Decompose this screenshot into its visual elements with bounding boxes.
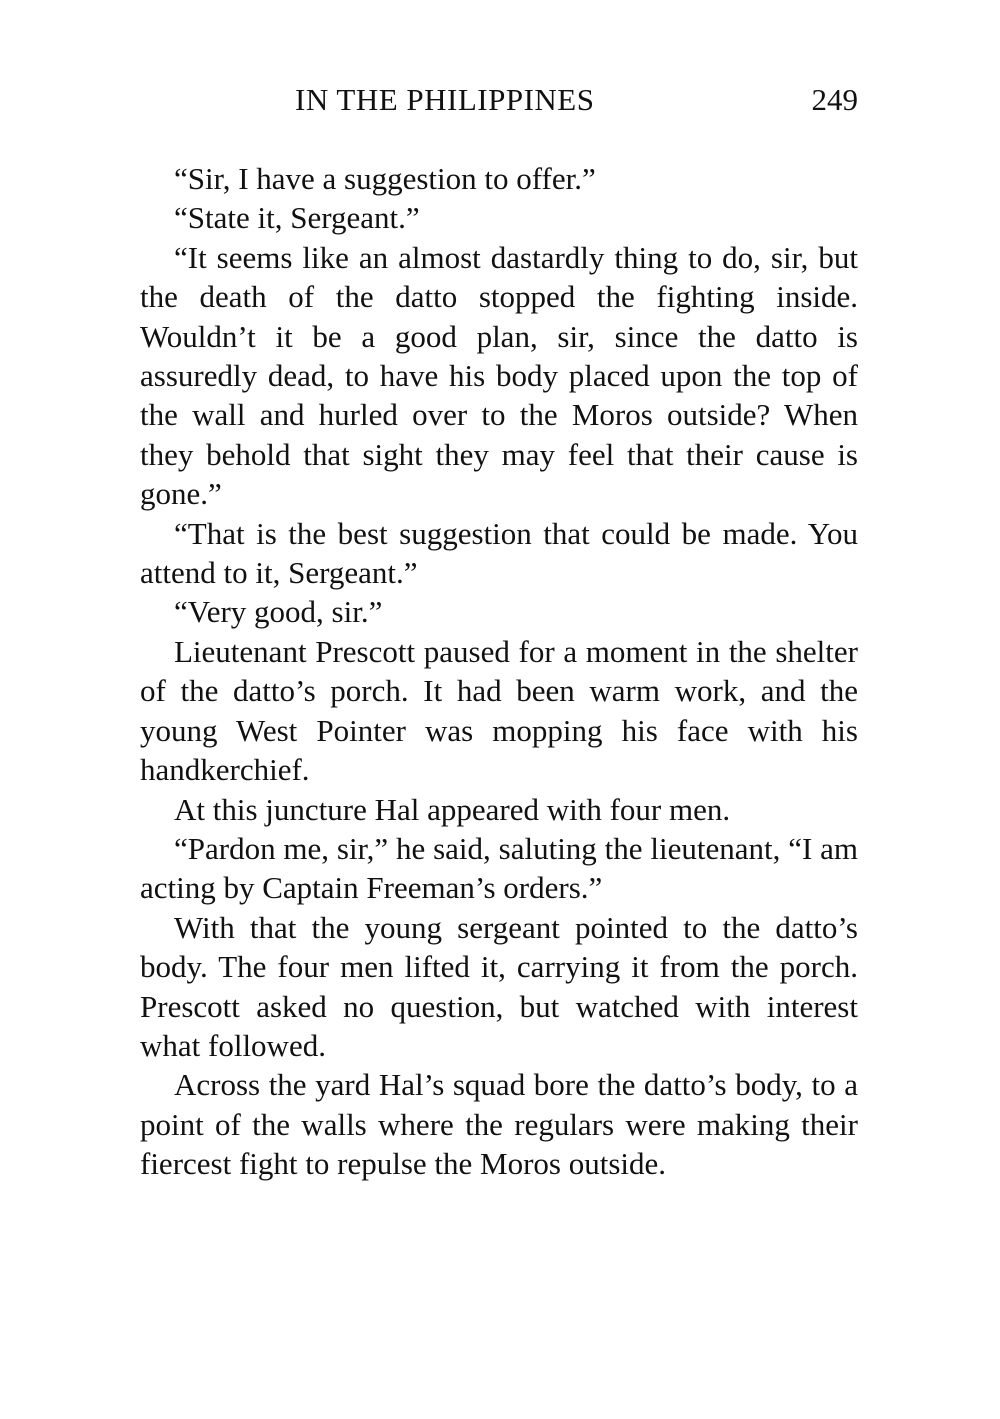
paragraph: “Very good, sir.” <box>174 594 383 630</box>
paragraph: With that the young sergeant pointed to the datto’s body. The four men lifted it, carrying it from the porch. Prescott asked no question, but watched with interest what followed. <box>140 909 858 1063</box>
paragraph: “That is the best suggestion that could be made. You attend to it, Sergeant.” <box>140 515 858 591</box>
running-head <box>140 78 858 122</box>
paragraph: Across the yard Hal’s squad bore the datto’s body, to a point of the walls where the regulars were making their fiercest fight to repulse the Moros outside. <box>140 1067 858 1182</box>
paragraph: “Pardon me, sir,” he said, saluting the lieutenant, “I am acting by Captain Freeman’s orders.” <box>140 830 858 906</box>
paragraph: Lieutenant Prescott paused for a moment in the shelter of the datto’s porch. It had been warm work, and the young West Pointer was mopping his face with his handkerchief. <box>140 633 858 788</box>
paragraph: At this juncture Hal appeared with four men. <box>174 791 731 827</box>
body-text <box>140 159 858 1184</box>
running-title: IN THE PHILIPPINES <box>295 82 595 117</box>
paragraph: “Sir, I have a suggestion to offer.” <box>174 161 596 196</box>
page-number: 249 <box>811 82 858 117</box>
paragraph: “State it, Sergeant.” <box>174 200 420 236</box>
paragraph: “It seems like an almost dastardly thing to do, sir, but the death of the datto stopped the fighting inside. Wouldn’t it be a good plan, sir, since the datto is assuredly dead, to have his body placed upon the top of the wall and hurled over to the Moros outside? When they behold that sight they may feel that their cause is gone.” <box>140 239 858 512</box>
